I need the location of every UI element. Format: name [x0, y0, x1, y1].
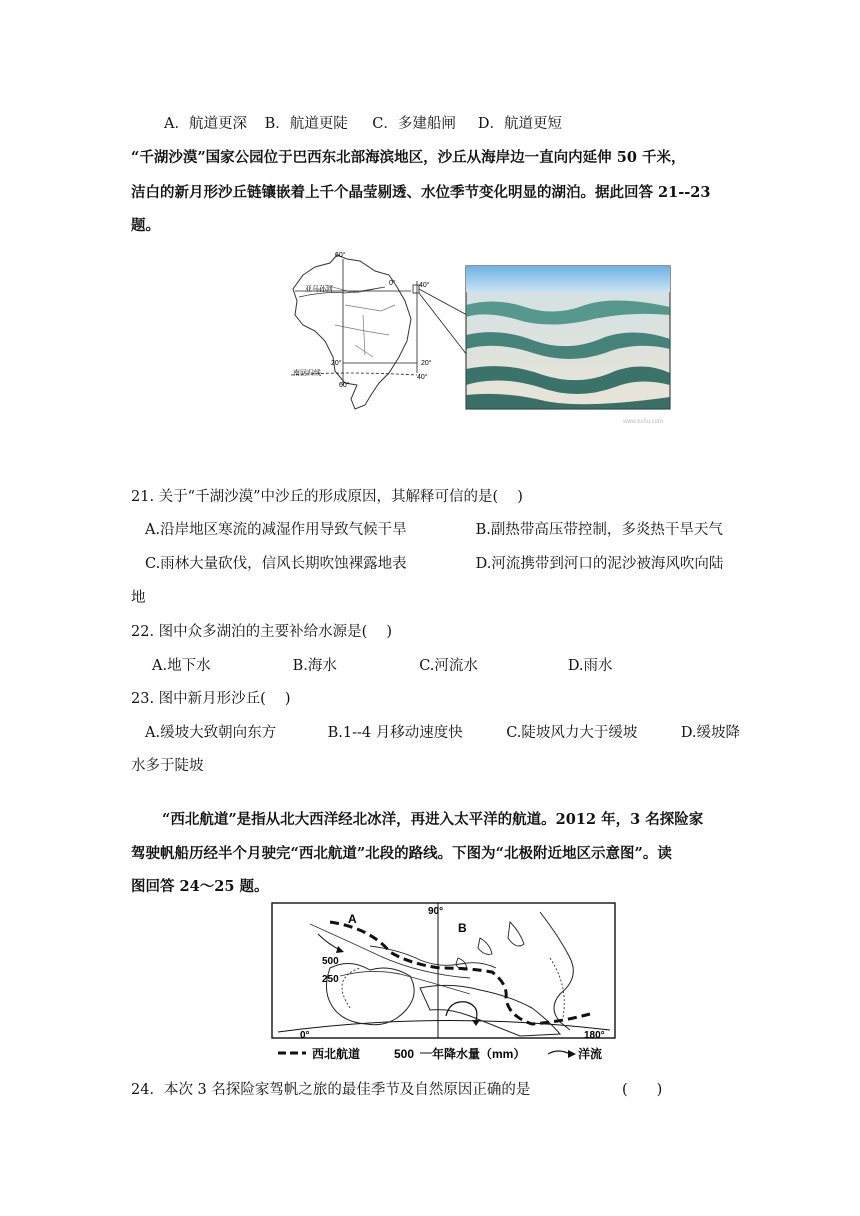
label-B: B	[458, 921, 467, 935]
land-greenland	[326, 963, 414, 1024]
arctic-map-svg	[270, 898, 620, 1070]
dunes-photo	[466, 266, 670, 425]
brazil-outline	[293, 255, 411, 409]
q24-stem: 24．本次 3 名探险家驾帆之旅的最佳季节及自然原因正确的是	[131, 1082, 531, 1098]
legend-rain-num: 500	[394, 1047, 415, 1061]
northwest-passage-route	[330, 922, 590, 1024]
legend-current: 洋流	[578, 1047, 603, 1061]
q23-option-b: B.1--4 月移动速度快	[327, 725, 463, 741]
label-90deg: 90°	[428, 906, 444, 917]
option-d: D．航道更短	[477, 116, 562, 132]
label-lat20-right: 20°	[421, 360, 432, 367]
isohyet-250	[340, 971, 470, 994]
label-lon60-bottom: 60°	[339, 382, 350, 389]
q22-stem: 22. 图中众多湖泊的主要补给水源是( )	[131, 624, 393, 640]
label-lon40-bottom: 40°	[417, 374, 428, 381]
q21-option-a: A.沿岸地区寒流的减湿作用导致气候干旱	[145, 522, 407, 538]
q22-option-a: A.地下水	[152, 658, 211, 674]
label-iso250: 250	[322, 974, 339, 985]
q23-option-d-cont: 水多于陡坡	[131, 758, 204, 774]
isohyet-500	[310, 924, 470, 978]
options-row-top	[164, 112, 562, 133]
passage2-line1: “西北航道”是指从北大西洋经北冰洋，再进入太平洋的航道。2012 年，3 名探险家	[162, 811, 704, 828]
land-north-america	[420, 985, 560, 1036]
passage1-line1: “千湖沙漠”国家公园位于巴西东北部海滨地区，沙丘从海岸边一直向内延伸 50 千米，	[131, 149, 686, 166]
photo-watermark: www.ks5u.com	[623, 419, 664, 425]
q23-stem: 23. 图中新月形沙丘( )	[131, 691, 291, 707]
q23-option-c: C.陡坡风力大于缓坡	[506, 725, 638, 741]
label-lat60-top: 60°	[335, 252, 346, 259]
option-a: A．航道更深	[164, 116, 247, 132]
passage1-line2: 洁白的新月形沙丘链镶嵌着上千个晶莹剔透、水位季节变化明显的湖泊。据此回答 21--23	[131, 184, 711, 201]
q23-option-d: D.缓坡降	[680, 725, 741, 741]
brazil-map-figure	[285, 245, 695, 439]
legend-rain: 年降水量（mm）	[432, 1047, 526, 1061]
q22-option-c: C.河流水	[419, 658, 478, 674]
label-iso500: 500	[322, 956, 339, 967]
q22-options-row	[152, 654, 613, 675]
q21-option-d-cont: 地	[131, 590, 146, 606]
label-A: A	[348, 912, 357, 926]
q21-stem: 21. 关于“千湖沙漠”中沙丘的形成原因，其解释可信的是( )	[131, 489, 523, 505]
q24-paren: ( )	[622, 1082, 663, 1098]
label-lon40-top: 40°	[419, 282, 430, 289]
q23-option-a: A.缓坡大致朝向东方	[145, 725, 277, 741]
brazil-map-svg	[285, 245, 695, 435]
q22-option-b: B.海水	[292, 658, 337, 674]
label-lat20-left: 20°	[331, 360, 342, 367]
q21-options-row2	[145, 552, 723, 573]
legend-route: 西北航道	[312, 1047, 361, 1061]
label-180deg: 180°	[584, 1030, 605, 1041]
passage2-line2: 驾驶帆船历经半个月驶完“西北航道”北段的路线。下图为“北极附近地区示意图”。读	[131, 845, 672, 862]
q21-options-row1	[145, 518, 723, 539]
map2-legend	[278, 1046, 602, 1061]
passage2-line3: 图回答 24～25 题。	[131, 878, 269, 895]
label-amazon: 亚马孙河	[305, 286, 333, 293]
option-b: B．航道更陡	[264, 116, 348, 132]
q21-option-d: D.河流携带到河口的泥沙被海风吹向陆	[475, 556, 724, 572]
passage1-line3: 题。	[131, 217, 160, 234]
land-east	[540, 912, 573, 1030]
q21-option-c: C.雨林大量砍伐，信风长期吹蚀裸露地表	[145, 556, 407, 572]
option-c: C．多建船闸	[372, 116, 456, 132]
q21-option-b: B.副热带高压带控制，多炎热干旱天气	[475, 522, 723, 538]
arctic-map-figure	[270, 898, 620, 1074]
label-tropic: 南回归线	[293, 370, 321, 377]
q23-options-row	[145, 721, 740, 742]
q22-option-d: D.雨水	[567, 658, 613, 674]
label-0deg: 0°	[389, 280, 396, 287]
label-0deg: 0°	[300, 1030, 310, 1041]
